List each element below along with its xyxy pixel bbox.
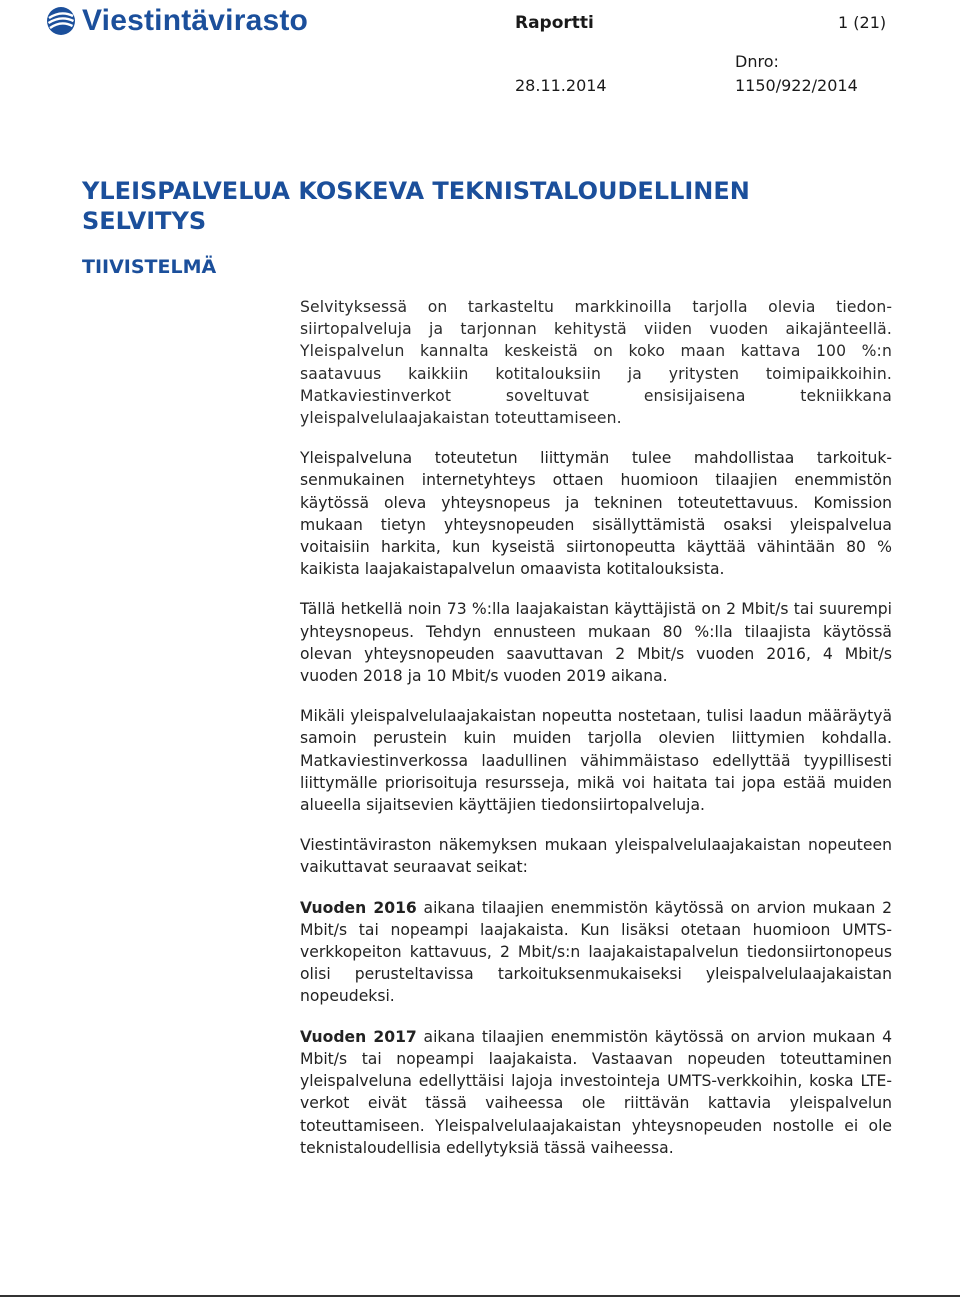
paragraph: Tällä hetkellä noin 73 %:lla laajakaistan käyttäjistä on 2 Mbit/s tai suurempi yhteysnopeus. Tehdyn ennusteen mukaan 80 %:lla tilaajista käytössä olevan yhteysnopeuden saavuttavan 2 Mbit/s vuoden 2016, 4 Mbit/s vuoden 2018 ja 10 Mbit/s vuoden 2019 aikana. (300, 600, 892, 686)
section-heading: TIIVISTELMÄ (82, 256, 217, 278)
globe-logo-icon (46, 6, 76, 36)
footer-divider (0, 1295, 960, 1297)
agency-logo (46, 5, 308, 37)
paragraph-text: aikana tilaajien enemmistön käytössä on arvion mukaan 2 Mbit/s tai nopeampi laajakaista. Kun lisäksi otetaan huomioon UMTS-verkkopeiton kattavuus, 2 Mbit/s:n laajakaistapalvelun tiedonsiirtonopeus olisi perusteltavissa tarkoituksenmukaiseksi yleispalvelulaajakaistan nopeudeksi. (300, 898, 892, 1006)
report-title: YLEISPALVELUA KOSKEVA TEKNISTALOUDELLINEN SELVITYS (82, 177, 750, 235)
dnro-value: 1150/922/2014 (735, 76, 858, 95)
year-label: Vuoden 2016 (300, 898, 417, 917)
paragraph: Yleispalveluna toteutetun liittymän tulee mahdollistaa tarkoituksenmukainen internetyhteys ottaen huomioon tilaajien enemmistön käytössä oleva yhteysnopeus ja tekninen toteutettavuus. Komission mukaan tietyn yhteysnopeuden sisällyttämistä osaksi yleispalvelua voitaisiin harkita, kun kyseistä siirtonopeutta käyttää vähintään 80 % kaikista laajakaistapalvelun omaavista kotitalouksista. (300, 449, 892, 579)
paragraph: Viestintäviraston näkemyksen mukaan yleispalvelulaajakaistan nopeuteen vaikuttavat seuraavat seikat: (300, 836, 892, 877)
paragraph-text: aikana tilaajien enemmistön käytössä on arvion mukaan 4 Mbit/s tai nopeampi laajakaista. Vastaavan nopeuden toteuttaminen yleispalveluna edellyttäisi lajoja investointeja UMTS-verkkoihin, koska LTE-verkot eivät tässä vaiheessa ole riittävän kattavia yleispalvelun toteuttamiseen. Yleispalvelulaajakaistan yhteysnopeuden nostolle ei ole teknistaloudellisia edellytyksiä tässä vaiheessa. (300, 1027, 892, 1157)
page-number: 1 (21) (838, 13, 887, 32)
paragraph: Mikäli yleispalvelulaajakaistan nopeutta nostetaan, tulisi laadun määräytyä samoin perustein kuin muiden tarjolla olevien liittymien kohdalla. Matkaviestinverkossa laadullinen vähimmäistaso edellyttää tyypillisesti liittymälle priorisoituja resursseja, mikä voi haitata tai jopa estää muiden alueella sijaitsevien käyttäjien tiedonsiirtopalveluja. (300, 707, 892, 815)
year-label: Vuoden 2017 (300, 1027, 417, 1046)
dnro-label: Dnro: (735, 52, 779, 71)
paragraph (300, 897, 892, 1008)
paragraph: Selvityksessä on tarkasteltu markkinoilla tarjolla olevia tiedonsiirtopalveluja ja tarjonnan kehitystä viiden vuoden aikajänteellä. Yleispalvelun kannalta keskeistä on koko maan kattava 100 %:n saatavuus kaikkiin kotitalouksiin ja yritysten toimipaikkoihin. Matkaviestinverkot soveltuvat ensisijaisena tekniikkana yleispalvelulaajakaistan toteuttamiseen. (300, 298, 892, 428)
summary-body (300, 296, 892, 1177)
document-date: 28.11.2014 (515, 76, 607, 95)
document-type: Raportti (515, 13, 594, 33)
logo-text: Viestintävirasto (82, 4, 309, 37)
paragraph (300, 1026, 892, 1159)
